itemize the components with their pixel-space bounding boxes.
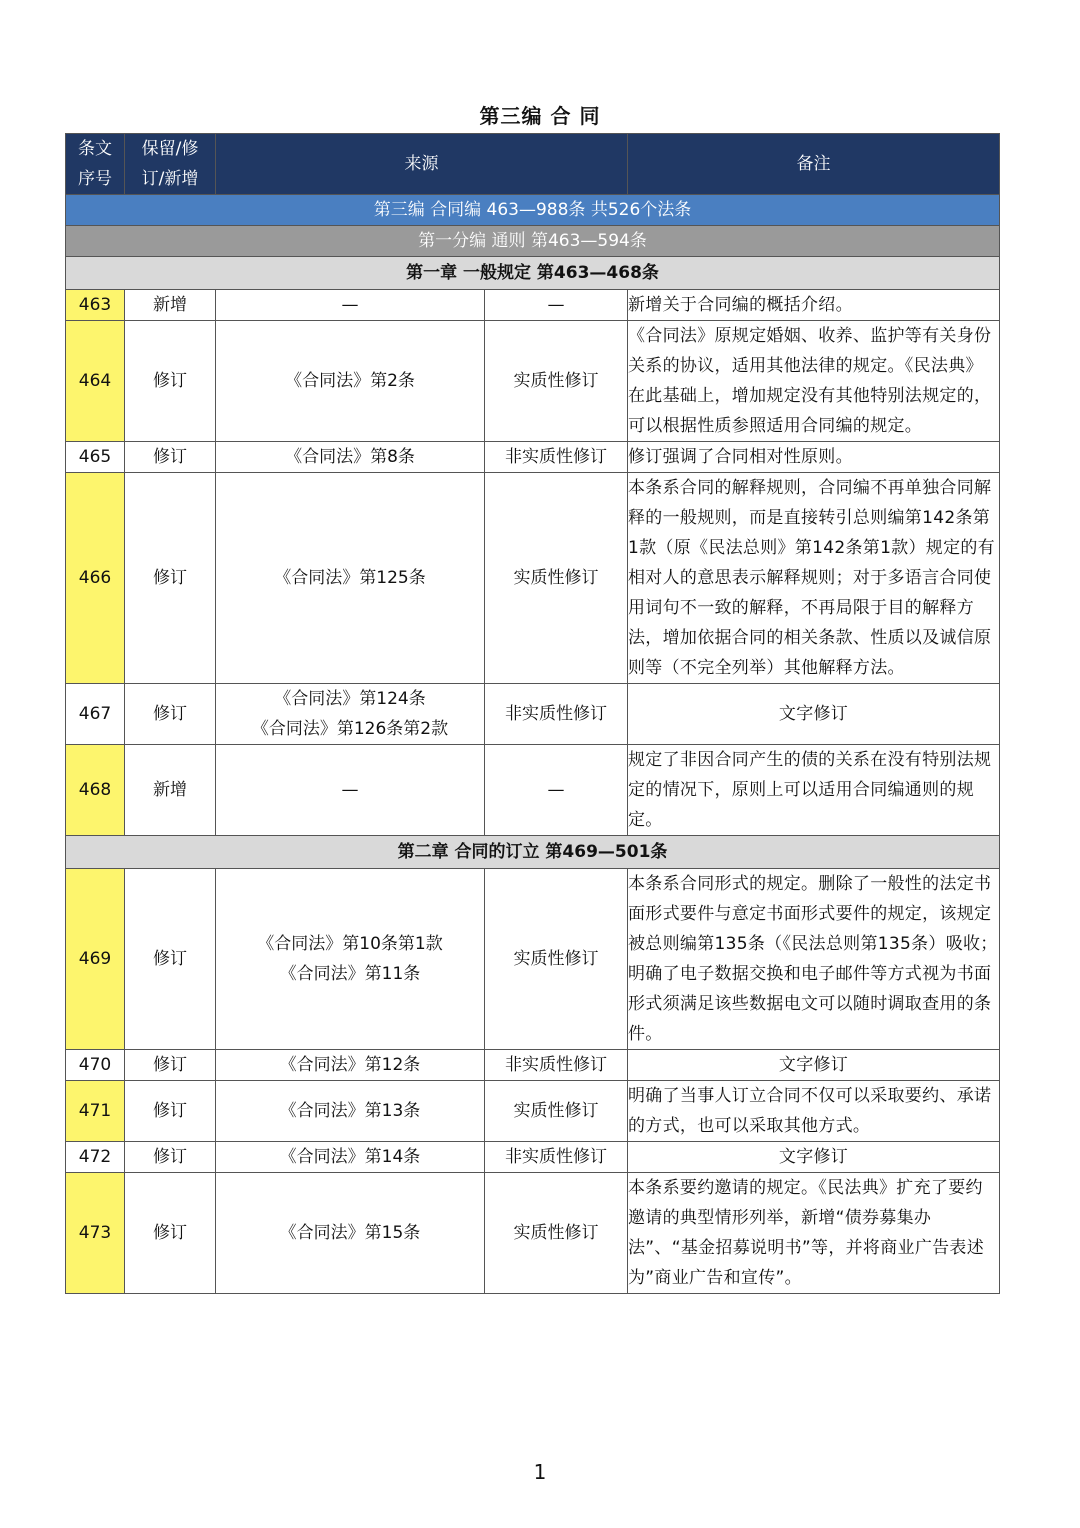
header-note [628,134,1000,195]
clause-number: 466 [66,473,125,684]
clause-number: 472 [66,1142,125,1173]
header-note-text: 备注 [796,154,831,174]
edition-banner: 第三编 合同编 463—988条 共526个法条 [66,195,1000,226]
source-line: 《合同法》第13条 [279,1101,421,1121]
edition-banner-row [66,195,1000,226]
clause-number: 469 [66,869,125,1050]
part-banner-row [66,226,1000,257]
revision-nature: 非实质性修订 [485,1050,628,1081]
clause-status: 修订 [125,684,216,745]
chapter-row [66,257,1000,290]
source-line: 《合同法》第11条 [279,964,421,984]
table-row [66,442,1000,473]
clause-note: 文字修订 [628,684,1000,745]
clause-source [216,1173,485,1294]
clause-note: 文字修订 [628,1142,1000,1173]
source-line: 《合同法》第15条 [279,1223,421,1243]
clause-status: 修订 [125,321,216,442]
chapter-title: 第一章 一般规定 第463—468条 [66,257,1000,290]
table-row [66,745,1000,836]
revision-nature: 实质性修订 [485,473,628,684]
table-row [66,321,1000,442]
clause-source [216,290,485,321]
clause-number: 464 [66,321,125,442]
revision-nature: 实质性修订 [485,869,628,1050]
clause-source [216,473,485,684]
clause-number: 473 [66,1173,125,1294]
clause-source [216,321,485,442]
clause-source [216,442,485,473]
clause-status: 新增 [125,745,216,836]
clause-source [216,1081,485,1142]
header-source [216,134,628,195]
table-row [66,473,1000,684]
clause-note: 本条系要约邀请的规定。《民法典》扩充了要约邀请的典型情形列举，新增“债券募集办法”、“基金招募说明书”等，并将商业广告表述为”商业广告和宣传”。 [628,1173,1000,1294]
clause-source [216,684,485,745]
clause-note: 新增关于合同编的概括介绍。 [628,290,1000,321]
clause-status: 新增 [125,290,216,321]
clause-number: 465 [66,442,125,473]
clause-status: 修订 [125,473,216,684]
source-line: 《合同法》第12条 [279,1055,421,1075]
clause-source [216,869,485,1050]
source-line: 《合同法》第125条 [274,568,426,588]
clause-source [216,745,485,836]
revision-nature: 实质性修订 [485,1081,628,1142]
chapter-row [66,836,1000,869]
header-clause-number-text: 条文 序号 [78,139,112,189]
table-row [66,1081,1000,1142]
source-line: — [341,780,359,800]
clause-number: 470 [66,1050,125,1081]
clause-number: 467 [66,684,125,745]
table-header-row [66,134,1000,195]
clause-note: 《合同法》原规定婚姻、收养、监护等有关身份关系的协议，适用其他法律的规定。《民法典》在此基础上，增加规定没有其他特别法规定的，可以根据性质参照适用合同编的规定。 [628,321,1000,442]
chapter-title: 第二章 合同的订立 第469—501条 [66,836,1000,869]
revision-nature: 实质性修订 [485,321,628,442]
clause-status: 修订 [125,1050,216,1081]
clause-status: 修订 [125,1081,216,1142]
clause-note: 文字修订 [628,1050,1000,1081]
revision-nature: 非实质性修订 [485,684,628,745]
revision-nature: — [485,290,628,321]
clause-source [216,1142,485,1173]
revision-nature: 非实质性修订 [485,1142,628,1173]
clause-status: 修订 [125,442,216,473]
header-status-text: 保留/修 订/新增 [141,139,199,189]
table-row [66,290,1000,321]
source-line: 《合同法》第126条第2款 [251,719,449,739]
source-line: 《合同法》第124条 [274,689,426,709]
clause-note: 规定了非因合同产生的债的关系在没有特别法规定的情况下，原则上可以适用合同编通则的规定。 [628,745,1000,836]
clause-status: 修订 [125,869,216,1050]
source-line: 《合同法》第8条 [285,447,415,467]
page-title: 第三编 合 同 [479,104,601,128]
revision-nature: 实质性修订 [485,1173,628,1294]
clause-note: 修订强调了合同相对性原则。 [628,442,1000,473]
clause-note: 本条系合同的解释规则，合同编不再单独合同解释的一般规则，而是直接转引总则编第142条第1款（原《民法总则》第142条第1款）规定的有相对人的意思表示解释规则；对于多语言合同使用词句不一致的解释，不再局限于目的解释方法，增加依据合同的相关条款、性质以及诚信原则等（不完全列举）其他解释方法。 [628,473,1000,684]
clause-note: 本条系合同形式的规定。删除了一般性的法定书面形式要件与意定书面形式要件的规定，该规定被总则编第135条（《民法总则第135条）吸收；明确了电子数据交换和电子邮件等方式视为书面形式须满足该些数据电文可以随时调取查用的条件。 [628,869,1000,1050]
header-status [125,134,216,195]
table-row [66,1173,1000,1294]
source-line: 《合同法》第14条 [279,1147,421,1167]
table-body [66,195,1000,1294]
table-row [66,869,1000,1050]
clause-number: 468 [66,745,125,836]
clause-source [216,1050,485,1081]
table-row [66,684,1000,745]
table-row [66,1142,1000,1173]
clauses-table [65,133,1000,1294]
revision-nature: — [485,745,628,836]
clause-note: 明确了当事人订立合同不仅可以采取要约、承诺的方式，也可以采取其他方式。 [628,1081,1000,1142]
source-line: 《合同法》第2条 [285,371,415,391]
page-number: 1 [533,1460,547,1484]
table-row [66,1050,1000,1081]
clause-status: 修订 [125,1173,216,1294]
revision-nature: 非实质性修订 [485,442,628,473]
part-banner: 第一分编 通则 第463—594条 [66,226,1000,257]
header-source-text: 来源 [404,154,439,174]
source-line: 《合同法》第10条第1款 [257,934,443,954]
header-clause-number [66,134,125,195]
clause-number: 463 [66,290,125,321]
source-line: — [341,295,359,315]
clause-number: 471 [66,1081,125,1142]
clause-status: 修订 [125,1142,216,1173]
